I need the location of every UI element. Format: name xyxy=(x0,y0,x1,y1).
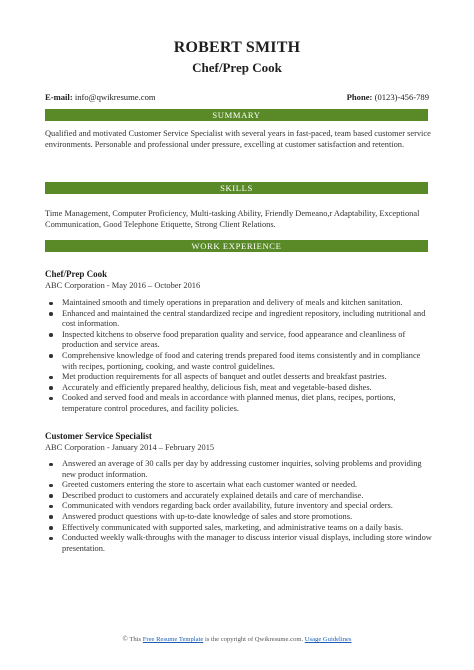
job-company-dates: ABC Corporation - January 2014 – February 2015 xyxy=(45,443,215,452)
list-item: Comprehensive knowledge of food and catering trends prepared food items consistently and in compliance with recipes, portioning, cooking, and waste control guidelines. xyxy=(45,351,433,372)
job-title: Chef/Prep Cook xyxy=(45,269,108,279)
candidate-role: Chef/Prep Cook xyxy=(192,60,282,75)
free-resume-template-link[interactable]: Free Resume Template xyxy=(142,636,204,643)
skills-heading: SKILLS xyxy=(45,182,428,194)
summary-heading: SUMMARY xyxy=(45,109,428,121)
job-title: Customer Service Specialist xyxy=(45,431,152,441)
email-contact xyxy=(45,92,156,102)
list-item: Accurately and efficiently prepared healthy, delicious fish, meat and vegetable-based dishes. xyxy=(45,383,433,394)
phone-label: Phone: xyxy=(346,92,373,102)
list-item: Inspected kitchens to observe food preparation quality and service, food appearance and cleanliness of production and service areas. xyxy=(45,330,433,351)
list-item: Greeted customers entering the store to ascertain what each customer wanted or needed. xyxy=(45,480,433,491)
list-item: Effectively communicated with supported sales, marketing, and administrative teams on a daily basis. xyxy=(45,523,433,534)
job-responsibilities xyxy=(45,459,433,554)
phone-contact xyxy=(347,92,429,102)
copyright-footer xyxy=(0,635,474,643)
list-item: Answered product questions with up-to-date knowledge of sales and store promotions. xyxy=(45,512,433,523)
footer-prefix: This xyxy=(129,636,142,643)
list-item: Maintained smooth and timely operations in preparation and delivery of meals and kitchen sanitation. xyxy=(45,298,433,309)
email-value[interactable]: info@qwikresume.com xyxy=(74,92,156,102)
list-item: Conducted weekly walk-throughs with the manager to discuss interior visual displays, including store window presentation. xyxy=(45,533,433,554)
phone-value: (0123)-456-789 xyxy=(374,92,429,102)
candidate-name: ROBERT SMITH xyxy=(173,39,301,56)
copyright-icon: © xyxy=(122,635,128,643)
work-experience-heading: WORK EXPERIENCE xyxy=(45,240,428,252)
list-item: Met production requirements for all aspects of banquet and outlet desserts and breakfast pastries. xyxy=(45,372,433,383)
list-item: Cooked and served food and meals in accordance with planned menus, diet plans, recipes, portions, temperature control procedures, and facility policies. xyxy=(45,393,433,414)
list-item: Answered an average of 30 calls per day by addressing customer inquiries, solving problems and providing new product information. xyxy=(45,459,433,480)
footer-copyright-text: is the copyright of Qwikresume.com. xyxy=(204,636,304,643)
list-item: Communicated with vendors regarding back order availability, future inventory and special orders. xyxy=(45,501,433,512)
job-company-dates: ABC Corporation - May 2016 – October 2016 xyxy=(45,281,201,290)
list-item: Described product to customers and accurately explained details and care of merchandise. xyxy=(45,491,433,502)
usage-guidelines-link[interactable]: Usage Guidelines xyxy=(304,636,352,643)
job-responsibilities xyxy=(45,298,433,415)
email-label: E-mail: xyxy=(45,92,73,102)
skills-text: Time Management, Computer Proficiency, Multi-tasking Ability, Friendly Demeano,r Adaptability, Exceptional Communication, Good Telephone Etiquette, Strong Client Relations. xyxy=(45,209,420,230)
list-item: Enhanced and maintained the central standardized recipe and ingredient repository, including nutritional and cost information. xyxy=(45,309,433,330)
summary-text: Qualified and motivated Customer Service Specialist with several years in fast-paced, team based customer service environments. Personable and professional under pressure, excelling at customer satisfaction and retention. xyxy=(45,129,431,150)
